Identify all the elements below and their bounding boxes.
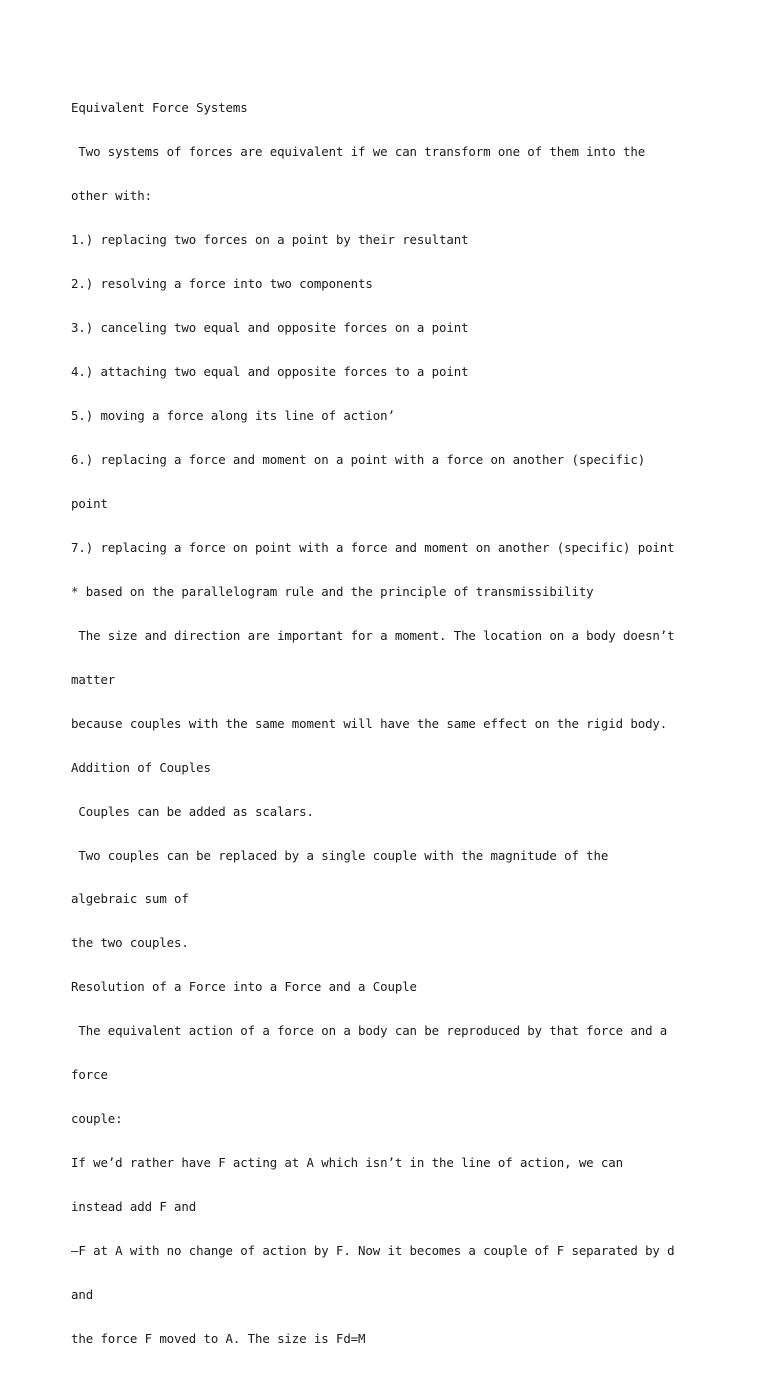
text-line: the force F moved to A. The size is Fd=M bbox=[71, 1331, 366, 1346]
text-line: instead add F and bbox=[71, 1199, 197, 1215]
list-item: 4.) attaching two equal and opposite forces to a point bbox=[71, 364, 469, 380]
list-item: 2.) resolving a force into two components bbox=[71, 276, 373, 292]
list-item: 6.) replacing a force and moment on a point with a force on another (specific) bbox=[71, 451, 646, 467]
text-line: algebraic sum of bbox=[71, 891, 189, 907]
section-heading: Resolution of a Force into a Force and a Couple bbox=[71, 979, 417, 995]
text-line: and bbox=[71, 1287, 94, 1303]
text-line: The equivalent action of a force on a body can be reproduced by that force and a bbox=[71, 1023, 668, 1039]
text-line: the two couples. bbox=[71, 935, 189, 951]
list-item: 1.) replacing two forces on a point by their resultant bbox=[71, 232, 469, 248]
text-line: –F at A with no change of action by F. Now it becomes a couple of F separated by d bbox=[71, 1243, 675, 1259]
list-item: 3.) canceling two equal and opposite forces on a point bbox=[71, 320, 469, 336]
document-body bbox=[71, 72, 701, 1376]
text-line: force bbox=[71, 1067, 108, 1083]
text-line: The size and direction are important for a moment. The location on a body doesn’t bbox=[71, 627, 675, 643]
text-line: other with: bbox=[71, 188, 152, 204]
text-line: * based on the parallelogram rule and the principle of transmissibility bbox=[71, 583, 594, 599]
text-line: couple: bbox=[71, 1111, 123, 1127]
text-line: because couples with the same moment will have the same effect on the rigid body. bbox=[71, 715, 668, 731]
section-heading: Addition of Couples bbox=[71, 759, 211, 775]
text-line: Couples can be added as scalars. bbox=[71, 803, 314, 819]
list-item: 7.) replacing a force on point with a force and moment on another (specific) point bbox=[71, 539, 675, 555]
text-line: Two couples can be replaced by a single couple with the magnitude of the bbox=[71, 847, 609, 863]
list-item: 5.) moving a force along its line of action’ bbox=[71, 407, 395, 423]
document-heading: Equivalent Force Systems bbox=[71, 100, 248, 116]
text-line: Two systems of forces are equivalent if we can transform one of them into the bbox=[71, 144, 646, 160]
text-line: point bbox=[71, 495, 108, 511]
text-line: If we’d rather have F acting at A which isn’t in the line of action, we can bbox=[71, 1155, 623, 1171]
text-line: matter bbox=[71, 671, 116, 687]
